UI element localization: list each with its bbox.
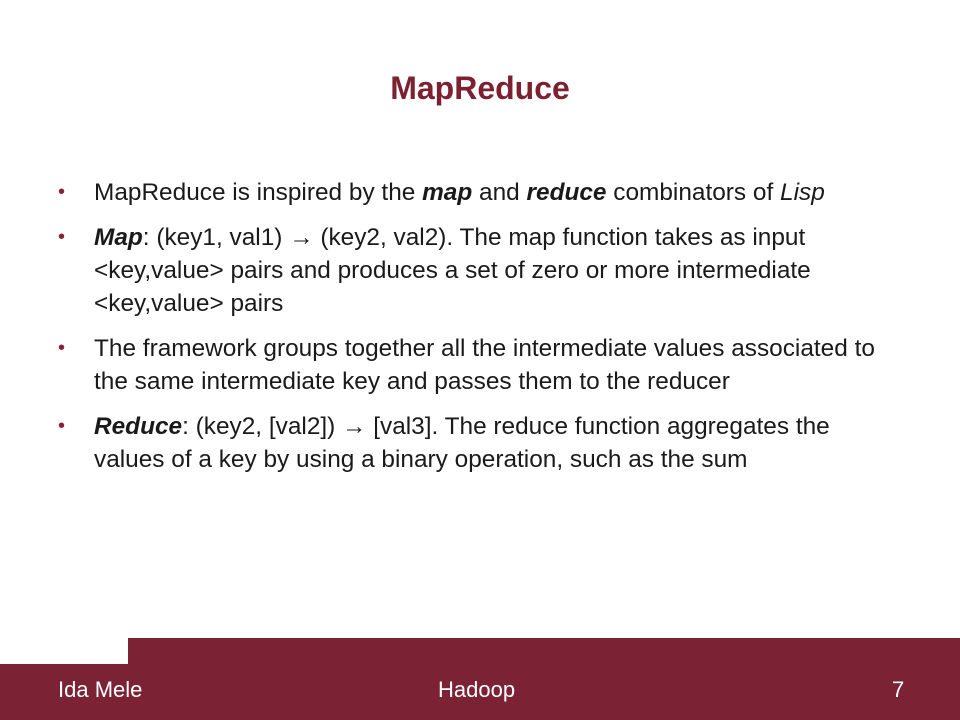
bullet-text-segment: : (key2, [val2]) → [val3]. The reduce function aggregates the values of a key by using a binary operation, such as the sum: [94, 413, 830, 473]
bullet-list: [58, 176, 898, 488]
footer-topic: Hadoop: [438, 677, 516, 702]
bullet-text-segment: The framework groups together all the intermediate values associated to the same intermediate key and passes them to the reducer: [94, 335, 875, 395]
bullet-text-segment: combinators of: [606, 179, 781, 206]
footer-page-number: 7: [892, 677, 905, 702]
bullet-text-segment: Reduce: [94, 413, 183, 440]
footer-author: Ida Mele: [58, 677, 143, 702]
slide-title: MapReduce: [390, 70, 570, 106]
bullet-text-segment: map: [422, 179, 473, 206]
bullet-dot-icon: •: [58, 226, 66, 248]
bullet-text-segment: Map: [94, 224, 143, 251]
bullet-item: [58, 332, 898, 398]
bullet-text-segment: Lisp: [780, 179, 825, 206]
bullet-text-segment: reduce: [526, 179, 607, 206]
bullet-dot-icon: •: [58, 415, 66, 437]
bullet-text-segment: : (key1, val1) → (key2, val2). The map function takes as input <key,value> pairs and produces a set of zero or more intermediate <key,value> pairs: [94, 224, 811, 317]
bullet-item: [58, 221, 898, 320]
bullet-item: [58, 176, 898, 209]
bullet-item: [58, 410, 898, 476]
bullet-dot-icon: •: [58, 181, 66, 203]
footer-tab: [128, 638, 960, 666]
bullet-text-segment: and: [472, 179, 527, 206]
bullet-dot-icon: •: [58, 337, 66, 359]
bullet-text-segment: MapReduce is inspired by the: [94, 179, 423, 206]
